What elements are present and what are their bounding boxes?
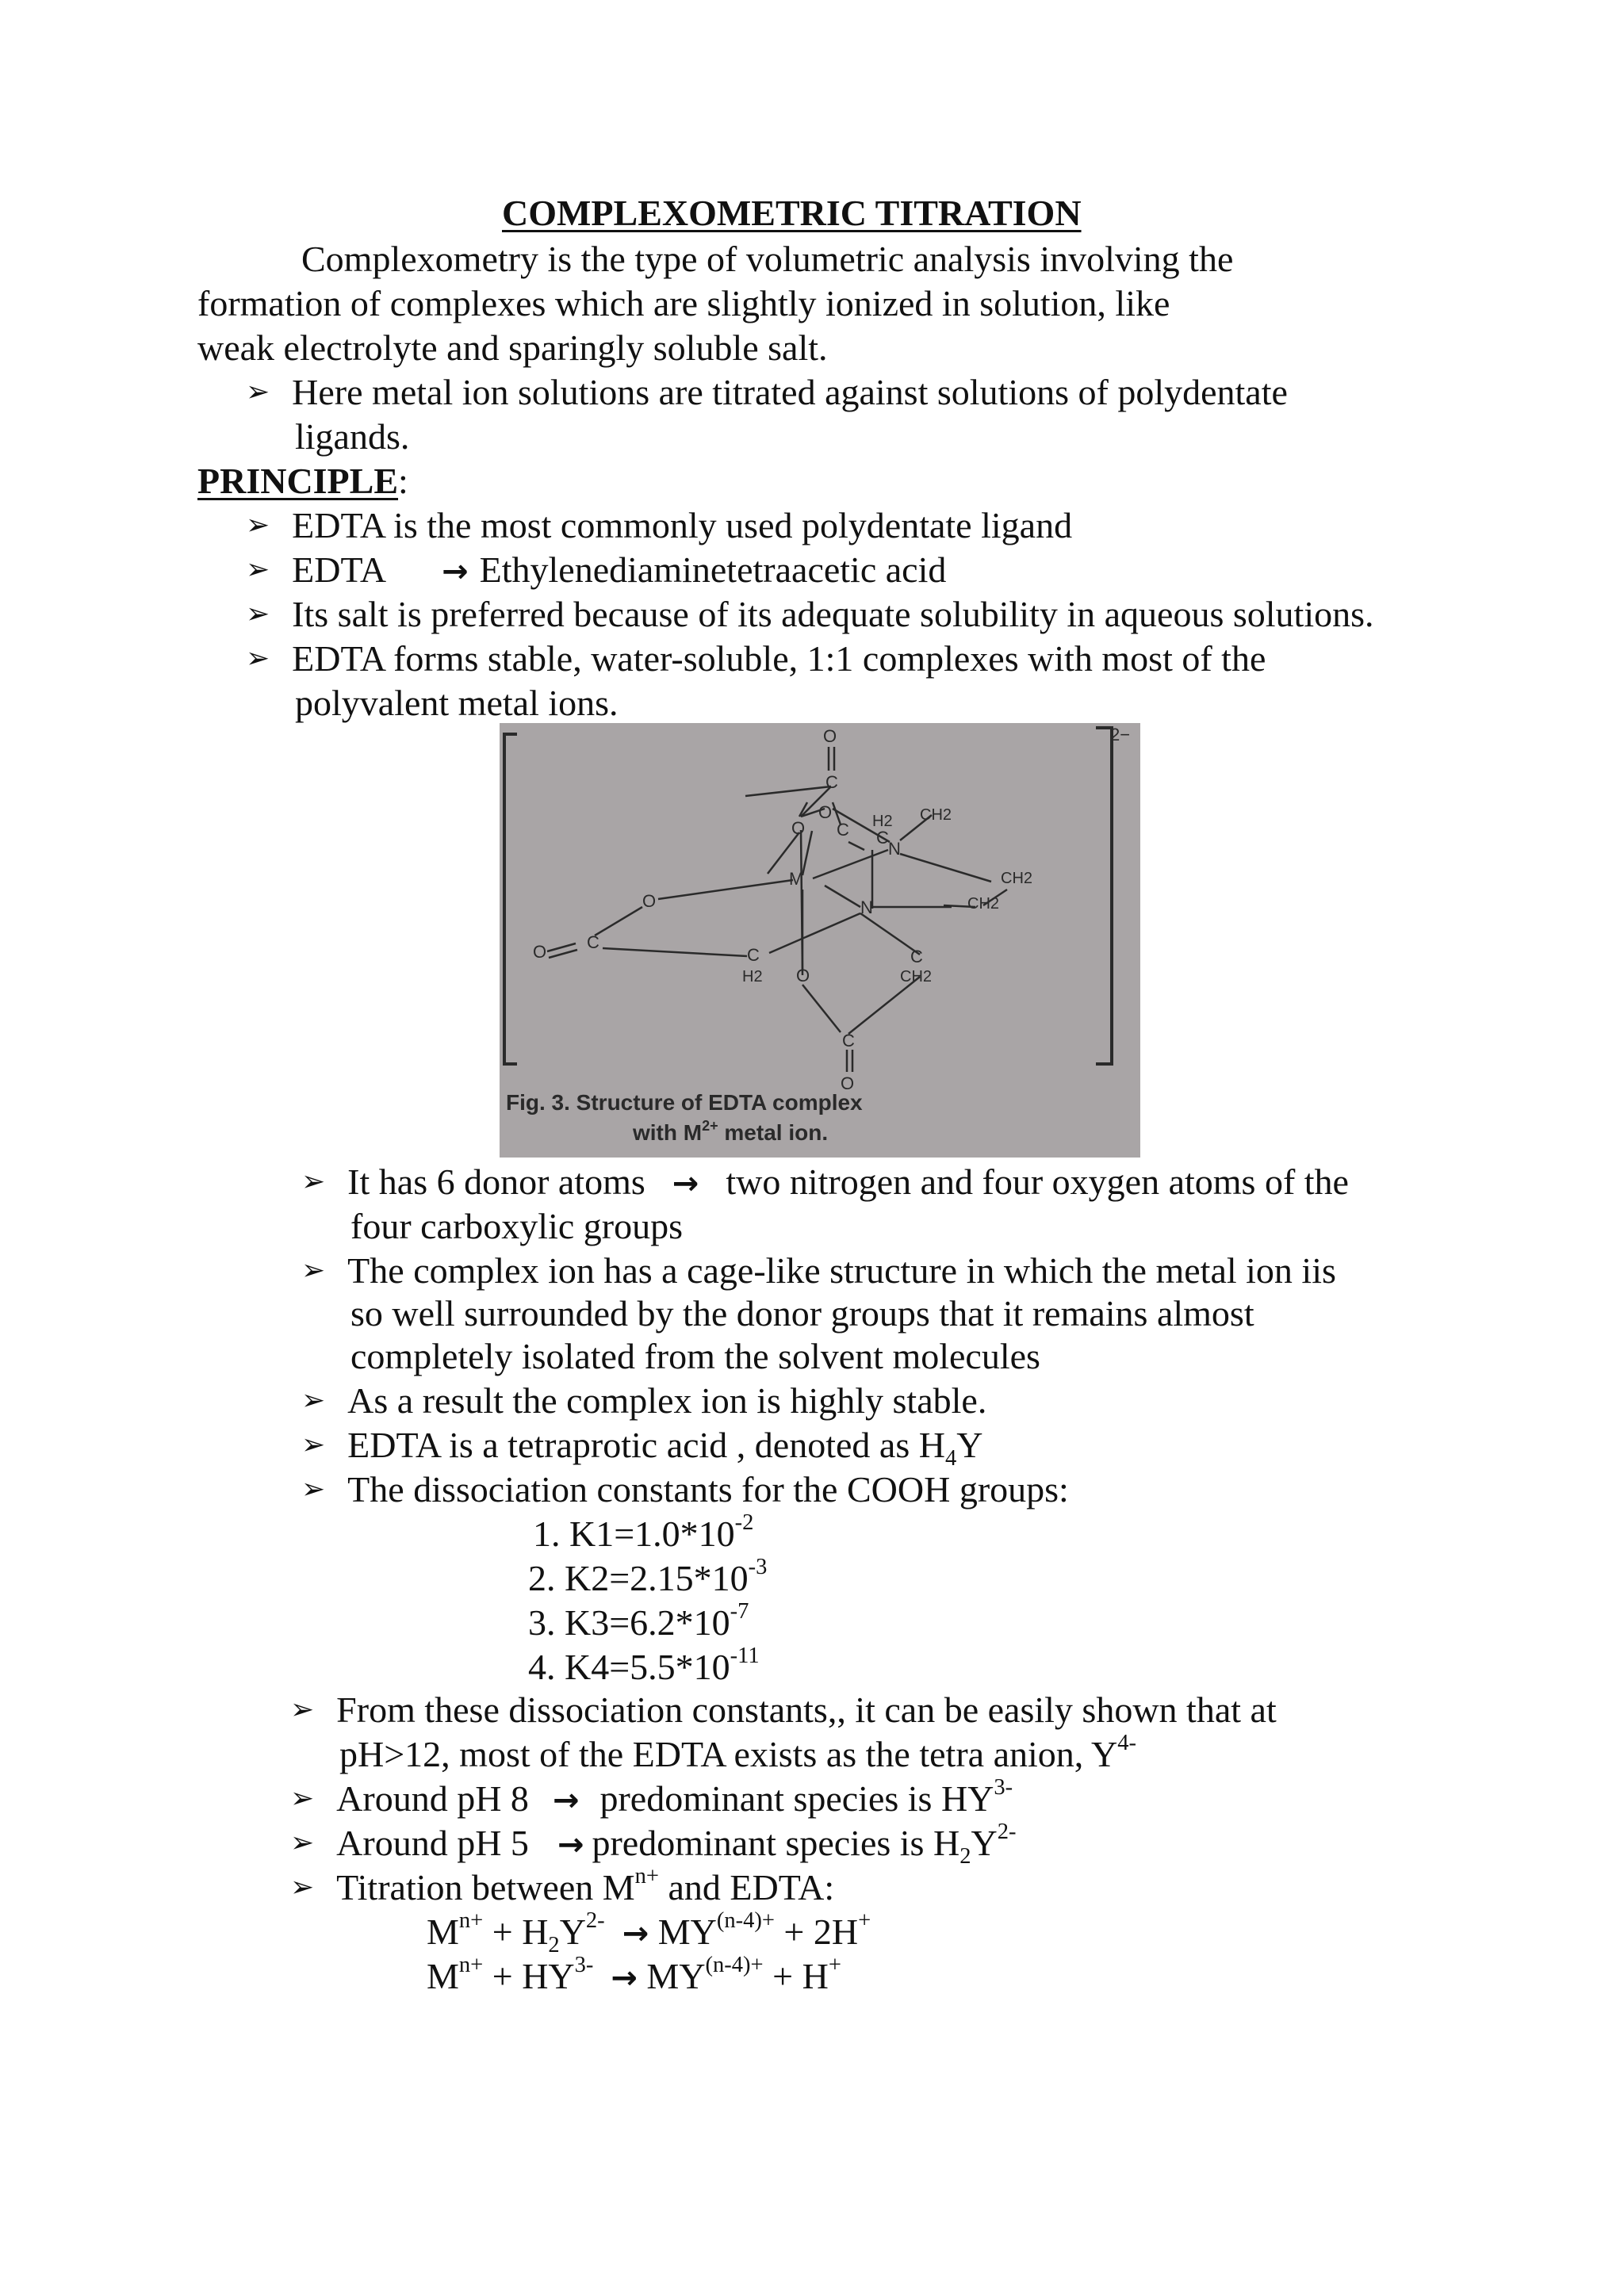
property-bullet-1 (301, 1161, 1349, 1202)
bullet-arrowhead-icon: ➢ (290, 1693, 315, 1726)
atom-h2: H2 (742, 968, 763, 985)
intro-line-2: formation of complexes which are slightly ionized in solution, like (197, 283, 1170, 323)
figure-caption-line-1: Fig. 3. Structure of EDTA complex (506, 1090, 863, 1115)
atom-ch2: CH2 (967, 895, 1000, 913)
bullet-arrowhead-icon: ➢ (301, 1384, 326, 1417)
bracket-right (1096, 728, 1112, 1064)
equation-1 (427, 1908, 871, 1958)
bullet-arrowhead-icon: ➢ (301, 1473, 326, 1506)
bullet-arrowhead-icon: ➢ (246, 642, 270, 675)
species-bullet-4-tail: and EDTA: (659, 1867, 835, 1908)
eq1-product-charge: (n-4)+ (716, 1908, 775, 1934)
superscript: 4- (1117, 1731, 1137, 1756)
edta-structure-figure (500, 723, 1140, 1158)
atom-c: C (747, 945, 760, 965)
property-bullet-4-text: EDTA is a tetraprotic acid , denoted as H (347, 1425, 945, 1465)
eq1-tail: + 2H (774, 1911, 859, 1952)
atom-c: C (825, 772, 838, 792)
atom-c: C (587, 932, 599, 952)
property-bullet-1-line-2: four carboxylic groups (350, 1206, 683, 1246)
subscript: 2 (959, 1844, 971, 1869)
principle-bullet-3-text: Its salt is preferred because of its adequate solubility in aqueous solutions. (292, 594, 1374, 634)
atom-c: C (837, 820, 849, 840)
property-bullet-2 (301, 1250, 1336, 1291)
figure-caption (506, 1090, 863, 1145)
species-bullet-2-left: Around pH 8 (336, 1778, 529, 1819)
eq1-tail-charge: + (858, 1908, 871, 1934)
constant-4-text: 4. K4=5.5*10 (528, 1647, 730, 1687)
bullet-arrowhead-icon: ➢ (301, 1429, 326, 1461)
atom-c: C (876, 828, 889, 848)
bullet-arrowhead-icon: ➢ (246, 553, 270, 586)
constant-4-exponent: -11 (730, 1644, 760, 1669)
property-bullet-5 (301, 1471, 1069, 1508)
property-bullet-2-line-2: so well surrounded by the donor groups that it remains almost (350, 1293, 1254, 1334)
intro-bullet-line-2: ligands. (295, 416, 410, 457)
property-bullet-5-text: The dissociation constants for the COOH groups: (347, 1469, 1069, 1510)
atom-c: C (910, 947, 923, 966)
species-bullet-1 (290, 1689, 1277, 1730)
bracket-left (504, 734, 517, 1064)
species-bullet-3-y: Y (971, 1823, 998, 1863)
intro-line-3: weak electrolyte and sparingly soluble salt. (197, 327, 828, 368)
atom-n: N (860, 897, 873, 917)
property-bullet-2-text: The complex ion has a cage-like structure in which the metal ion iis (347, 1250, 1336, 1291)
eq1-subscript: 2 (548, 1933, 560, 1958)
bullet-arrowhead-icon: ➢ (290, 1827, 315, 1859)
eq2-product: MY (637, 1956, 706, 1996)
eq2-ligand: + HY (483, 1956, 575, 1996)
eq2-tail-charge: + (828, 1953, 841, 1978)
constant-2-exponent: -3 (748, 1555, 768, 1580)
species-bullet-2-right: predominant species is HY (599, 1778, 994, 1819)
principle-bullet-3 (246, 596, 1374, 633)
principle-bullet-4 (246, 638, 1266, 679)
species-bullet-3-left: Around pH 5 (336, 1823, 529, 1863)
right-arrow-icon: → (622, 1915, 649, 1952)
bullet-arrowhead-icon: ➢ (246, 376, 270, 408)
charge-label: 2− (1110, 725, 1131, 744)
figure-caption-line-2: with $M^{2+}$ metal ion. (633, 1118, 829, 1145)
principle-bullet-2 (246, 549, 947, 590)
atom-o: O (841, 1073, 855, 1093)
principle-bullet-2-left: EDTA (292, 549, 387, 590)
property-bullet-3-text: As a result the complex ion is highly stable. (347, 1380, 987, 1421)
eq1-ligand: + H (483, 1911, 549, 1952)
property-bullet-3 (301, 1380, 987, 1421)
intro-line-1: Complexometry is the type of volumetric analysis involving the (301, 239, 1234, 279)
eq2-product-charge: (n-4)+ (705, 1953, 764, 1978)
intro-bullet-text: Here metal ion solutions are titrated against solutions of polydentate (292, 372, 1288, 412)
bond-lines (547, 747, 1007, 1072)
principle-heading (197, 463, 408, 499)
eq1-ligand-y: Y (559, 1911, 586, 1952)
page-title: COMPLEXOMETRIC TITRATION (502, 193, 1082, 233)
subscript: 4 (944, 1446, 957, 1471)
atom-o: O (823, 726, 837, 746)
principle-bullet-2-right: Ethylenediaminetetraacetic acid (479, 549, 947, 590)
principle-colon: : (398, 461, 408, 501)
atom-ch2: CH2 (1001, 870, 1033, 887)
property-bullet-2-line-3: completely isolated from the solvent molecules (350, 1336, 1040, 1376)
property-bullet-4-tail: Y (956, 1425, 983, 1465)
eq2-tail: + H (763, 1956, 829, 1996)
atom-h2: H2 (872, 813, 893, 830)
species-bullet-3 (290, 1820, 1017, 1869)
eq2-metal-charge: n+ (458, 1953, 484, 1978)
atom-o: O (642, 891, 657, 911)
right-arrow-icon: → (552, 1782, 580, 1819)
bullet-arrowhead-icon: ➢ (301, 1165, 326, 1198)
eq1-metal-charge: n+ (458, 1908, 484, 1934)
atom-ch2: CH2 (920, 806, 952, 824)
eq2-ligand-charge: 3- (574, 1953, 594, 1978)
superscript: 3- (994, 1775, 1013, 1800)
superscript: 2- (997, 1820, 1017, 1845)
atom-o: O (818, 802, 833, 822)
superscript: n+ (634, 1864, 660, 1889)
eq1-product: MY (649, 1911, 717, 1952)
species-bullet-4 (290, 1864, 835, 1908)
atom-ch2: CH2 (900, 968, 933, 985)
constant-2 (528, 1555, 768, 1598)
constant-3-text: 3. K3=6.2*10 (528, 1602, 730, 1643)
eq1-ligand-charge: 2- (585, 1908, 605, 1934)
atom-c: C (842, 1031, 855, 1050)
bullet-arrowhead-icon: ➢ (301, 1254, 326, 1287)
species-bullet-1-line-2 (339, 1731, 1137, 1774)
constant-2-text: 2. K2=2.15*10 (528, 1558, 749, 1598)
right-arrow-icon: → (557, 1827, 584, 1863)
constant-1-exponent: -2 (734, 1510, 754, 1536)
equation-2 (427, 1953, 841, 1996)
principle-bullet-4-text: EDTA forms stable, water-soluble, 1:1 complexes with most of the (292, 638, 1266, 679)
eq1-metal: M (427, 1911, 459, 1952)
constant-3-exponent: -7 (730, 1599, 749, 1624)
species-bullet-1-text: From these dissociation constants,, it can be easily shown that at (336, 1689, 1277, 1730)
atom-o: O (796, 966, 810, 985)
atom-labels (533, 726, 1032, 1093)
species-bullet-2 (290, 1775, 1013, 1819)
property-bullet-1-right: two nitrogen and four oxygen atoms of the (726, 1161, 1349, 1202)
right-arrow-icon: → (672, 1165, 699, 1202)
intro-bullet (246, 374, 1288, 411)
eq2-metal: M (427, 1956, 459, 1996)
principle-bullet-1-text: EDTA is the most commonly used polydentate ligand (292, 505, 1073, 545)
bullet-arrowhead-icon: ➢ (290, 1782, 315, 1815)
constant-1 (533, 1510, 754, 1554)
species-bullet-1-line-2-text: pH>12, most of the EDTA exists as the tetra anion, Y (339, 1734, 1118, 1774)
atom-m: M (789, 869, 804, 889)
constant-3 (528, 1599, 749, 1643)
constant-4 (528, 1644, 760, 1687)
principle-bullet-1 (246, 507, 1072, 544)
principle-label: PRINCIPLE (197, 461, 399, 501)
atom-o: O (533, 942, 547, 962)
bullet-arrowhead-icon: ➢ (290, 1871, 315, 1904)
bullet-arrowhead-icon: ➢ (246, 598, 270, 630)
property-bullet-1-left: It has 6 donor atoms (347, 1161, 645, 1202)
species-bullet-3-right: predominant species is H (592, 1823, 960, 1863)
right-arrow-icon: → (442, 553, 469, 590)
right-arrow-icon: → (611, 1960, 638, 1996)
atom-n: N (888, 839, 901, 859)
atom-o: O (791, 818, 806, 838)
property-bullet-4 (301, 1425, 983, 1471)
species-bullet-4-text: Titration between M (336, 1867, 635, 1908)
bullet-arrowhead-icon: ➢ (246, 509, 270, 541)
principle-bullet-4-line-2: polyvalent metal ions. (295, 683, 619, 723)
constant-1-text: 1. K1=1.0*10 (533, 1513, 735, 1554)
